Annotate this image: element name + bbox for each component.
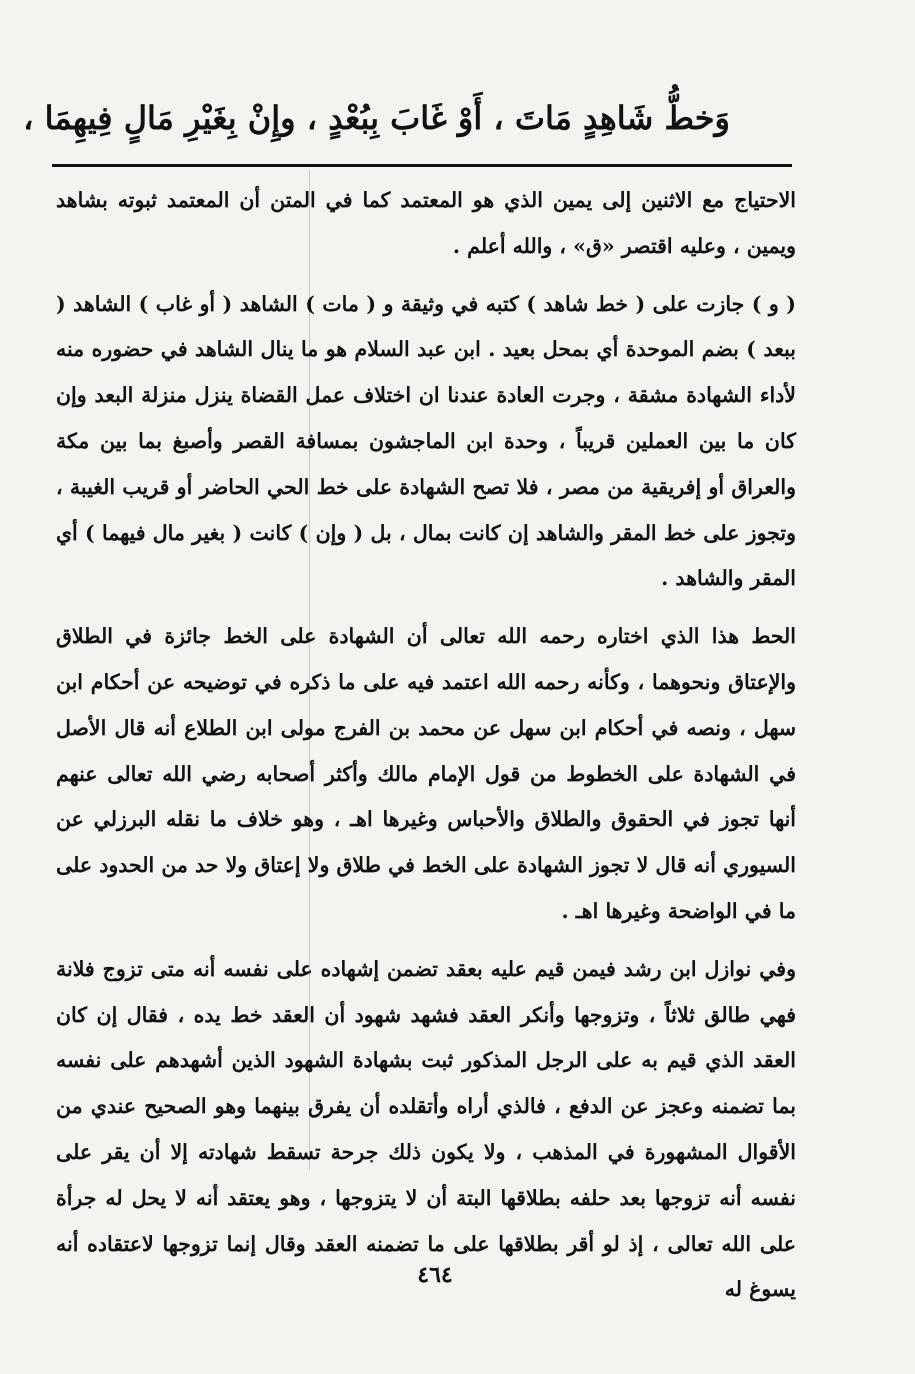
paragraph-1: الاحتياج مع الاثنين إلى يمين الذي هو المعتمد كما في المتن أن المعتمد ثبوته بشاهد ويمين ، وعليه اقتصر «ق» ، والله أعلم . [56,188,796,258]
paragraph-2: ( و ) جازت على ( خط شاهد ) كتبه في وثيقة و ( مات ) الشاهد ( أو غاب ) الشاهد ( ببعد ) بضم الموحدة أي بمحل بعيد . ابن عبد السلام هو ما ينال الشاهد في حضوره منه لأداء الشهادة مشقة ، وجرت العادة عندنا ان اختلاف عمل القضاة ينزل منزلة البعد وإن كان ما بين العملين قريباً ، وحدة ابن الماجشون بمسافة القصر وأصبغ بما بين مكة والعراق أو إفريقية من مصر ، فلا تصح الشهادة على خط الحي الحاضر أو قريب الغيبة ، وتجوز على خط المقر والشاهد إن كانت بمال ، بل ( وإن ) كانت ( بغير مال فيهما ) أي المقر والشاهد . [56,291,796,591]
commentary-body [56,178,796,1313]
paragraph-3: الحط هذا الذي اختاره رحمه الله تعالى أن الشهادة على الخط جائزة في الطلاق والإعتاق ونحوهما ، وكأنه رحمه الله اعتمد فيه على ما ذكره في توضيحه عن أحكام ابن سهل ، ونصه في أحكام ابن سهل عن محمد بن الفرج مولى ابن الطلاع أنه قال الأصل في الشهادة على الخطوط من قول الإمام مالك وأكثر أصحابه رضي الله تعالى عنهم أنها تجوز في الحقوق والطلاق والأحباس وغيرها اهـ ، وهو خلاف ما نقله البرزلي عن السيوري أنه قال لا تجوز الشهادة على الخط في طلاق ولا إعتاق ولا حد من الحدود على ما في الواضحة وغيرها اهـ . [55,624,796,923]
paragraph-4: وفي نوازل ابن رشد فيمن قيم عليه بعقد تضمن إشهاده على نفسه أنه متى تزوج فلانة فهي طالق ثلاثاً ، وتزوجها وأنكر العقد فشهد شهود أن العقد خط يده ، فقال إن كان العقد الذي قيم به على الرجل المذكور ثبت بشهادة الشهود الذين أشهدهم على نفسه بما تضمنه وعجز عن الدفع ، فالذي أراه وأتقلده أن يفرق بينهما وهو الصحيح عندي من الأقوال المشهورة في المذهب ، ولا يكون ذلك جرحة تسقط شهادته إلا أن يقر على نفسه أنه تزوجها بعد حلفه بطلاقها البتة أن لا يتزوجها ، وهو يعتقد أنه لا يحل له جرأة على الله تعالى ، إذ لو أقر بطلاقها على ما تضمنه العقد وقال إنما تزوجها لاعتقاده أنه يسوغ له [56,956,796,1302]
matn-verse-header: وَخطُّ شَاهِدٍ مَاتَ ، أَوْ غَابَ بِبُعْدٍ ، وإِنْ بِغَيْرِ مَالٍ فِيهِمَا ، [23,99,730,137]
header-divider [52,164,792,167]
page-number: ٤٦٤ [417,1262,453,1288]
